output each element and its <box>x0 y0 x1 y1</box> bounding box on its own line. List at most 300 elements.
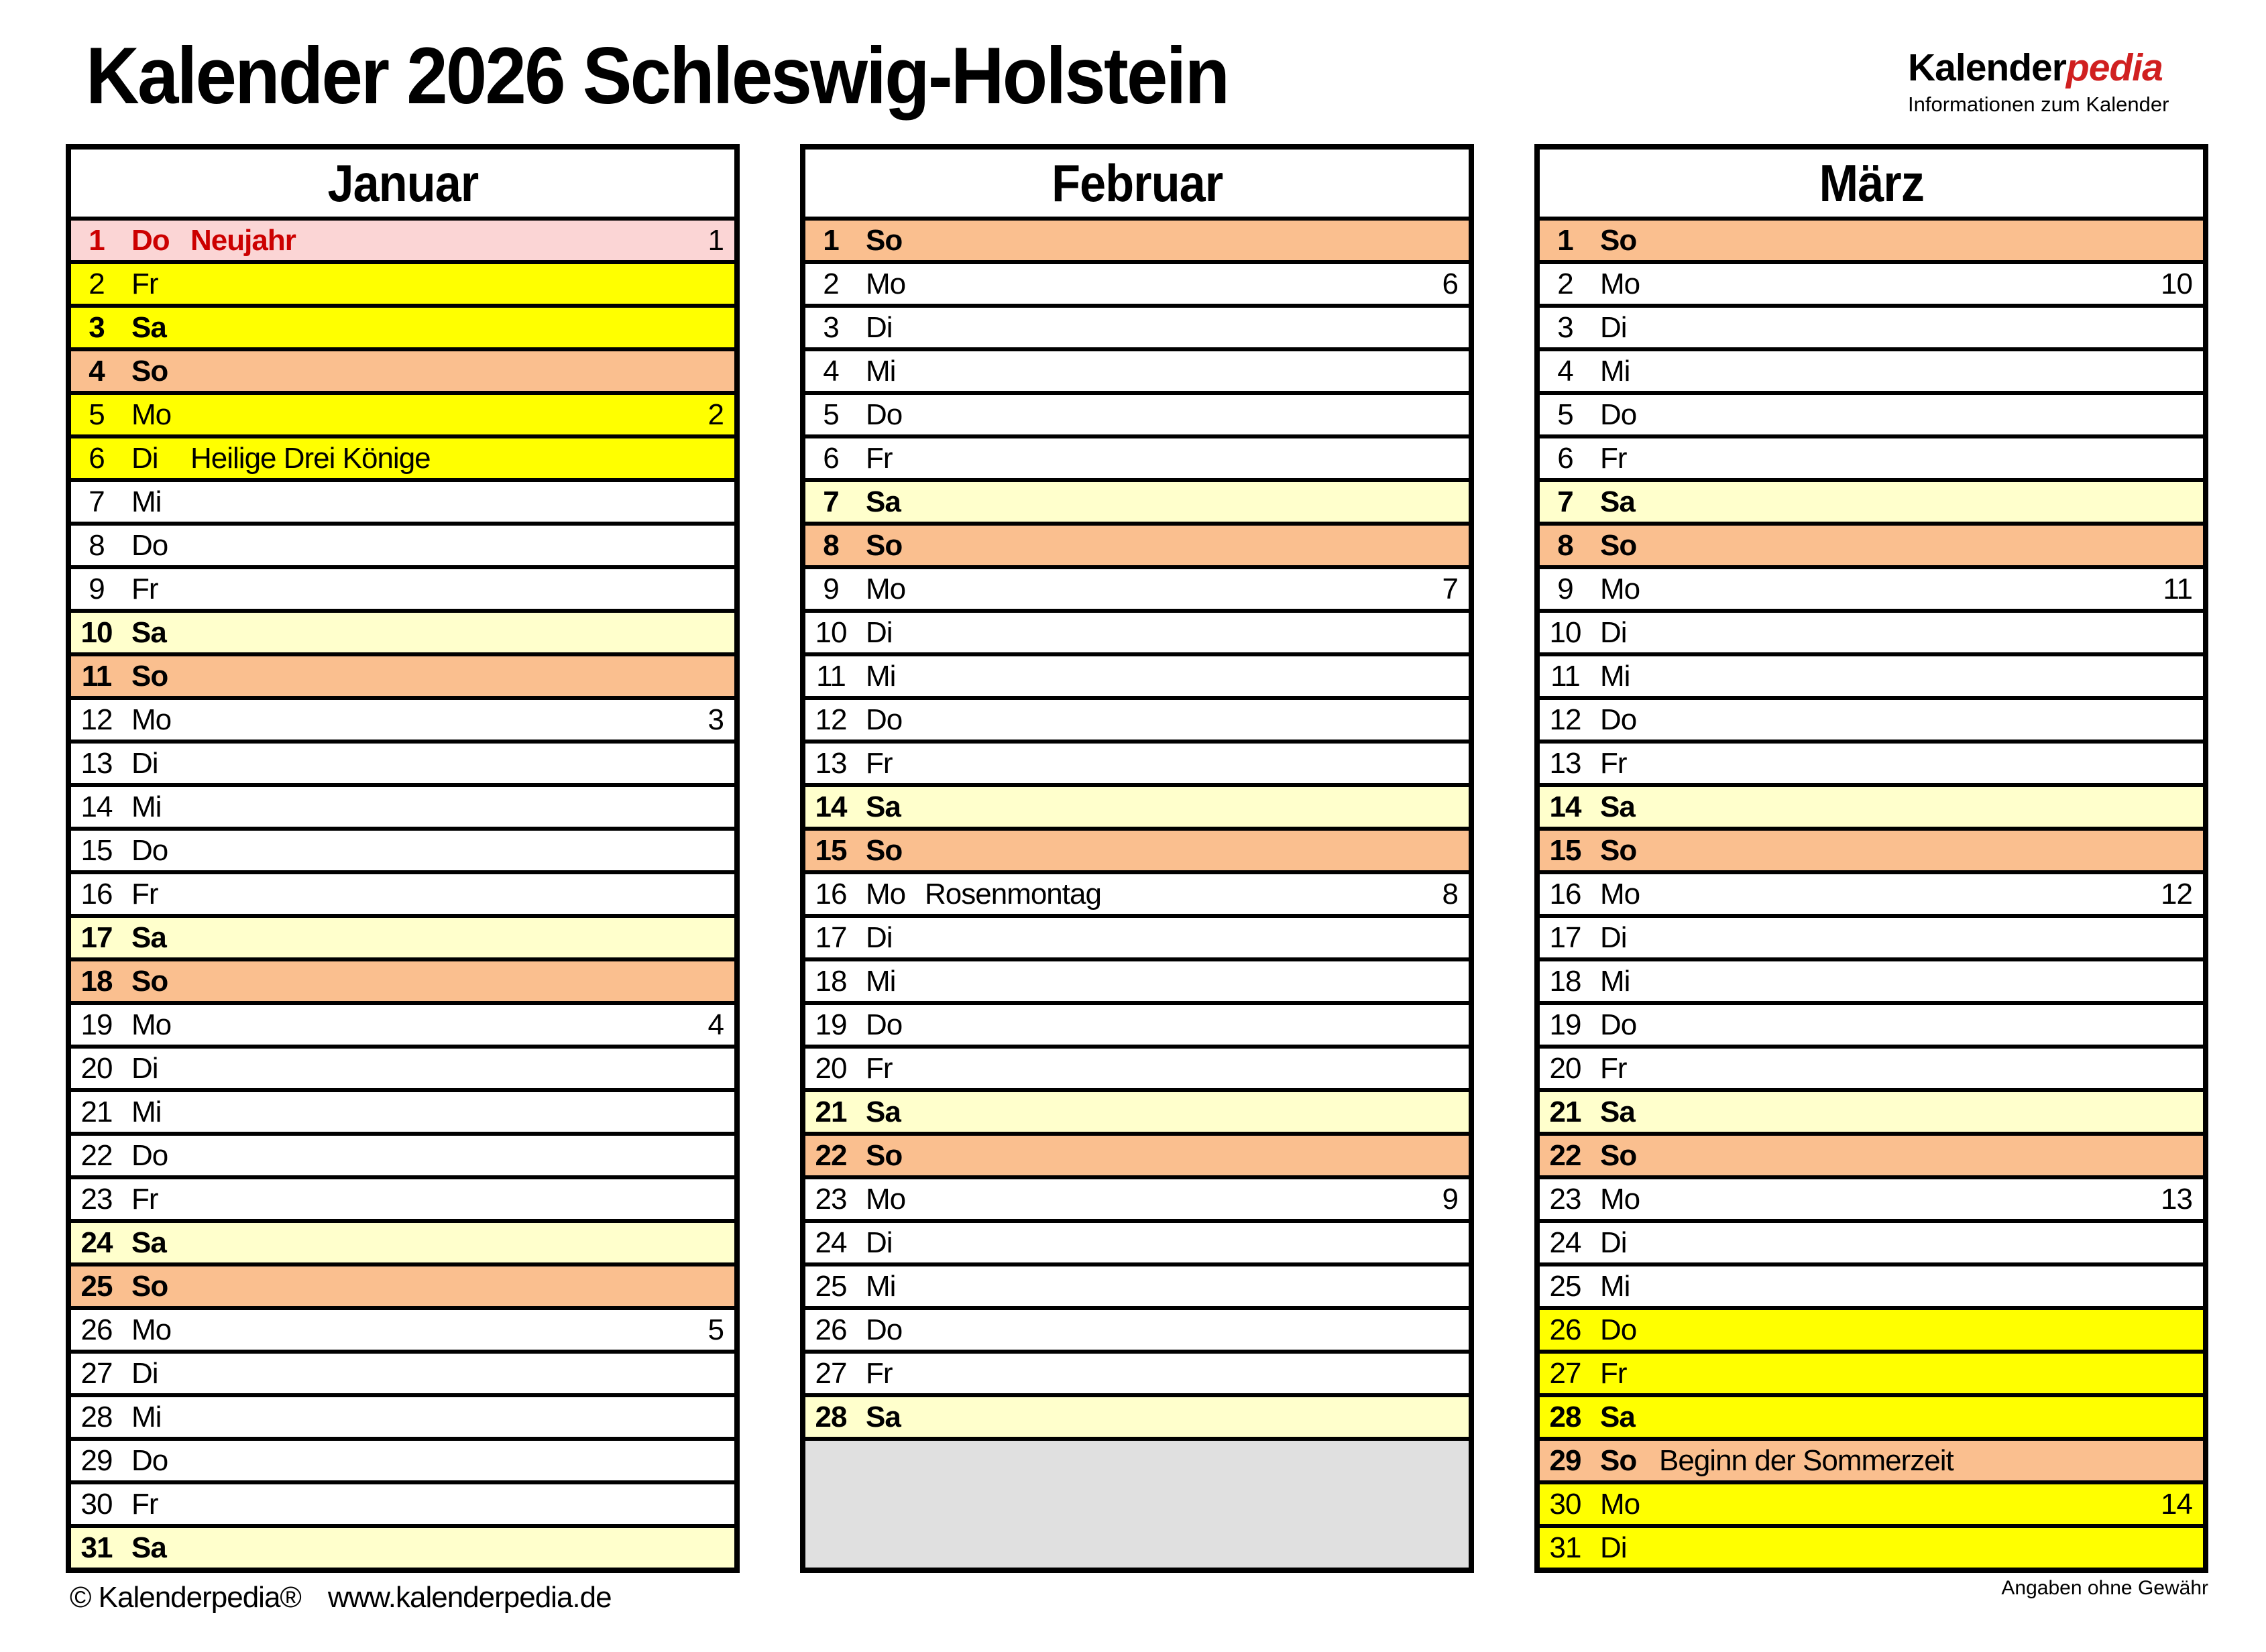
week-number: 1 <box>707 223 724 257</box>
day-number: 10 <box>1549 615 1581 649</box>
day-number: 10 <box>80 615 113 649</box>
weekday-label: Mo <box>1600 1182 1640 1216</box>
day-number: 25 <box>815 1269 847 1303</box>
day-number: 18 <box>815 964 847 998</box>
day-row-februar-14 <box>805 787 1469 831</box>
day-number: 27 <box>815 1356 847 1390</box>
week-number: 8 <box>1442 877 1458 910</box>
day-number: 19 <box>815 1008 847 1041</box>
day-row-februar-13 <box>805 744 1469 787</box>
day-number: 19 <box>80 1008 113 1041</box>
day-row-januar-15 <box>71 831 734 874</box>
day-number: 27 <box>1549 1356 1581 1390</box>
day-number: 21 <box>815 1095 847 1128</box>
weekday-label: Fr <box>866 1356 893 1390</box>
weekday-label: So <box>866 833 903 867</box>
day-row-januar-13 <box>71 744 734 787</box>
day-row-maerz-3 <box>1540 308 2203 351</box>
day-number: 9 <box>89 572 105 605</box>
day-number: 9 <box>823 572 839 605</box>
week-number: 4 <box>707 1008 724 1041</box>
day-number: 21 <box>80 1095 113 1128</box>
weekday-label: Do <box>1600 1008 1637 1041</box>
weekday-label: Di <box>131 1356 158 1390</box>
logo-wordmark <box>1908 46 2169 90</box>
weekday-label: So <box>131 659 168 693</box>
day-number: 6 <box>89 441 105 475</box>
week-number: 3 <box>707 703 724 736</box>
day-row-maerz-7 <box>1540 482 2203 526</box>
day-row-januar-25 <box>71 1266 734 1310</box>
day-row-maerz-10 <box>1540 613 2203 656</box>
weekday-label: Do <box>866 703 903 736</box>
day-number: 30 <box>1549 1487 1581 1521</box>
day-number: 11 <box>81 659 112 693</box>
day-number: 2 <box>89 267 105 300</box>
week-number: 7 <box>1442 572 1458 605</box>
weekday-label: Mi <box>1600 659 1630 693</box>
weekday-label: Mi <box>131 1400 162 1433</box>
day-number: 26 <box>80 1313 113 1346</box>
day-number: 14 <box>1549 790 1581 823</box>
week-number: 10 <box>2161 267 2192 300</box>
day-number: 15 <box>80 833 113 867</box>
weekday-label: Mi <box>131 1095 162 1128</box>
week-number: 6 <box>1442 267 1458 300</box>
day-number: 31 <box>80 1531 113 1564</box>
day-number: 17 <box>1549 921 1581 954</box>
day-number: 31 <box>1549 1531 1581 1564</box>
day-number: 18 <box>80 964 113 998</box>
weekday-label: Mo <box>1600 267 1640 300</box>
day-number: 13 <box>1549 746 1581 780</box>
weekday-label: Sa <box>866 1400 901 1433</box>
weekday-label: Fr <box>1600 1356 1627 1390</box>
weekday-label: Di <box>131 441 158 475</box>
day-number: 17 <box>80 921 113 954</box>
day-row-januar-14 <box>71 787 734 831</box>
weekday-label: So <box>131 1269 168 1303</box>
day-number: 18 <box>1549 964 1581 998</box>
day-row-februar-4 <box>805 351 1469 395</box>
weekday-label: Di <box>866 1226 893 1259</box>
day-number: 19 <box>1549 1008 1581 1041</box>
day-row-maerz-14 <box>1540 787 2203 831</box>
day-number: 30 <box>80 1487 113 1521</box>
weekday-label: Fr <box>1600 746 1627 780</box>
weekday-label: Do <box>1600 398 1637 431</box>
day-number: 20 <box>815 1051 847 1085</box>
week-number: 11 <box>2163 572 2192 605</box>
day-row-maerz-28 <box>1540 1397 2203 1441</box>
day-row-februar-1 <box>805 221 1469 264</box>
day-number: 7 <box>89 485 105 518</box>
month-februar <box>800 144 1474 1573</box>
day-number: 3 <box>823 310 839 344</box>
empty-days-block <box>805 1441 1469 1568</box>
day-number: 9 <box>1557 572 1573 605</box>
day-row-februar-25 <box>805 1266 1469 1310</box>
weekday-label: Mo <box>866 572 906 605</box>
day-row-februar-20 <box>805 1049 1469 1092</box>
day-row-februar-5 <box>805 395 1469 438</box>
day-row-januar-27 <box>71 1354 734 1397</box>
day-number: 1 <box>89 223 105 257</box>
weekday-label: Di <box>131 746 158 780</box>
logo-subtitle: Informationen zum Kalender <box>1908 93 2169 116</box>
weekday-label: Do <box>131 223 170 257</box>
day-row-februar-16 <box>805 874 1469 918</box>
day-row-maerz-6 <box>1540 438 2203 482</box>
weekday-label: So <box>1600 1443 1637 1477</box>
day-number: 17 <box>815 921 847 954</box>
footer-disclaimer: Angaben ohne Gewähr <box>2001 1577 2208 1599</box>
weekday-label: So <box>1600 528 1637 562</box>
weekday-label: Mi <box>1600 1269 1630 1303</box>
day-number: 23 <box>815 1182 847 1216</box>
day-number: 24 <box>1549 1226 1581 1259</box>
day-row-januar-17 <box>71 918 734 961</box>
day-row-maerz-9 <box>1540 569 2203 613</box>
weekday-label: Di <box>866 615 893 649</box>
week-number: 14 <box>2161 1487 2192 1521</box>
weekday-label: Do <box>866 398 903 431</box>
weekday-label: Mi <box>1600 964 1630 998</box>
day-row-januar-30 <box>71 1484 734 1528</box>
weekday-label: Fr <box>866 1051 893 1085</box>
day-row-januar-6 <box>71 438 734 482</box>
weekday-label: Do <box>131 1443 168 1477</box>
weekday-label: So <box>866 223 903 257</box>
weekday-label: Fr <box>131 267 158 300</box>
weekday-label: Mo <box>1600 572 1640 605</box>
day-row-maerz-27 <box>1540 1354 2203 1397</box>
day-row-maerz-13 <box>1540 744 2203 787</box>
day-number: 2 <box>1557 267 1573 300</box>
day-row-januar-24 <box>71 1223 734 1266</box>
month-title-maerz: März <box>1540 150 2203 221</box>
day-row-maerz-16 <box>1540 874 2203 918</box>
day-row-januar-20 <box>71 1049 734 1092</box>
copyright-text: © Kalenderpedia® <box>70 1581 301 1614</box>
day-number: 7 <box>823 485 839 518</box>
day-number: 24 <box>815 1226 847 1259</box>
weekday-label: Mo <box>131 1008 172 1041</box>
day-row-februar-6 <box>805 438 1469 482</box>
day-row-maerz-18 <box>1540 961 2203 1005</box>
weekday-label: So <box>131 964 168 998</box>
day-number: 14 <box>815 790 847 823</box>
month-maerz <box>1534 144 2208 1573</box>
weekday-label: Mi <box>866 1269 896 1303</box>
weekday-label: Sa <box>131 1226 166 1259</box>
day-row-januar-21 <box>71 1092 734 1136</box>
weekday-label: So <box>1600 223 1637 257</box>
weekday-label: Sa <box>1600 485 1635 518</box>
day-row-februar-10 <box>805 613 1469 656</box>
weekday-label: Mo <box>866 877 906 910</box>
weekday-label: Di <box>866 310 893 344</box>
weekday-label: Do <box>131 833 168 867</box>
day-row-maerz-29 <box>1540 1441 2203 1484</box>
day-row-januar-18 <box>71 961 734 1005</box>
day-number: 5 <box>1557 398 1573 431</box>
week-number: 12 <box>2161 877 2192 910</box>
day-number: 11 <box>816 659 846 693</box>
day-number: 6 <box>823 441 839 475</box>
day-number: 16 <box>1549 877 1581 910</box>
day-number: 25 <box>80 1269 113 1303</box>
weekday-label: Do <box>866 1008 903 1041</box>
weekday-label: Fr <box>1600 441 1627 475</box>
month-title-januar: Januar <box>71 150 734 221</box>
day-row-januar-8 <box>71 526 734 569</box>
day-number: 16 <box>80 877 113 910</box>
day-row-februar-12 <box>805 700 1469 744</box>
day-row-februar-24 <box>805 1223 1469 1266</box>
day-row-februar-22 <box>805 1136 1469 1179</box>
day-number: 25 <box>1549 1269 1581 1303</box>
weekday-label: Mo <box>1600 877 1640 910</box>
day-number: 5 <box>89 398 105 431</box>
day-row-februar-11 <box>805 656 1469 700</box>
weekday-label: Di <box>1600 1226 1627 1259</box>
website-url: www.kalenderpedia.de <box>327 1581 612 1614</box>
event-label: Beginn der Sommerzeit <box>1659 1443 1953 1477</box>
day-number: 4 <box>89 354 105 388</box>
weekday-label: Mo <box>1600 1487 1640 1521</box>
weekday-label: Sa <box>131 310 166 344</box>
day-number: 7 <box>1557 485 1573 518</box>
month-title-februar: Februar <box>805 150 1469 221</box>
day-number: 13 <box>80 746 113 780</box>
day-number: 5 <box>823 398 839 431</box>
day-number: 4 <box>1557 354 1573 388</box>
day-row-januar-26 <box>71 1310 734 1354</box>
weekday-label: Sa <box>866 485 901 518</box>
day-number: 22 <box>80 1138 113 1172</box>
day-number: 23 <box>80 1182 113 1216</box>
day-number: 22 <box>1549 1138 1581 1172</box>
weekday-label: Sa <box>131 615 166 649</box>
day-row-januar-10 <box>71 613 734 656</box>
day-number: 15 <box>1549 833 1581 867</box>
month-januar <box>66 144 740 1573</box>
day-row-januar-5 <box>71 395 734 438</box>
day-row-januar-4 <box>71 351 734 395</box>
weekday-label: So <box>131 354 168 388</box>
weekday-label: Di <box>1600 1531 1627 1564</box>
day-number: 12 <box>1549 703 1581 736</box>
footer-copyright <box>70 1581 612 1614</box>
weekday-label: Sa <box>1600 790 1635 823</box>
day-row-maerz-23 <box>1540 1179 2203 1223</box>
day-row-maerz-12 <box>1540 700 2203 744</box>
event-label: Rosenmontag <box>925 877 1101 910</box>
weekday-label: Do <box>131 1138 168 1172</box>
day-number: 26 <box>1549 1313 1581 1346</box>
weekday-label: Mi <box>1600 354 1630 388</box>
day-number: 29 <box>1549 1443 1581 1477</box>
day-row-februar-3 <box>805 308 1469 351</box>
day-number: 8 <box>89 528 105 562</box>
day-number: 23 <box>1549 1182 1581 1216</box>
day-row-maerz-8 <box>1540 526 2203 569</box>
weekday-label: Mo <box>866 1182 906 1216</box>
weekday-label: So <box>866 1138 903 1172</box>
day-number: 13 <box>815 746 847 780</box>
day-row-maerz-17 <box>1540 918 2203 961</box>
day-number: 29 <box>80 1443 113 1477</box>
weekday-label: Sa <box>866 790 901 823</box>
day-number: 12 <box>815 703 847 736</box>
weekday-label: So <box>866 528 903 562</box>
week-number: 9 <box>1442 1182 1458 1216</box>
weekday-label: Mo <box>131 703 172 736</box>
weekday-label: Do <box>1600 703 1637 736</box>
day-row-februar-18 <box>805 961 1469 1005</box>
weekday-label: Sa <box>866 1095 901 1128</box>
day-row-maerz-25 <box>1540 1266 2203 1310</box>
day-row-februar-7 <box>805 482 1469 526</box>
day-row-februar-23 <box>805 1179 1469 1223</box>
day-number: 28 <box>815 1400 847 1433</box>
weekday-label: Mi <box>131 790 162 823</box>
weekday-label: Fr <box>866 441 893 475</box>
weekday-label: Di <box>1600 921 1627 954</box>
weekday-label: Sa <box>131 1531 166 1564</box>
day-number: 27 <box>80 1356 113 1390</box>
day-number: 3 <box>89 310 105 344</box>
weekday-label: Fr <box>1600 1051 1627 1085</box>
week-number: 5 <box>707 1313 724 1346</box>
day-number: 1 <box>823 223 839 257</box>
weekday-label: Fr <box>131 1487 158 1521</box>
day-number: 3 <box>1557 310 1573 344</box>
weekday-label: Sa <box>1600 1095 1635 1128</box>
weekday-label: Do <box>866 1313 903 1346</box>
weekday-label: Mi <box>866 354 896 388</box>
day-row-januar-2 <box>71 264 734 308</box>
day-number: 11 <box>1550 659 1580 693</box>
day-number: 6 <box>1557 441 1573 475</box>
day-row-maerz-15 <box>1540 831 2203 874</box>
weekday-label: Sa <box>1600 1400 1635 1433</box>
day-row-februar-27 <box>805 1354 1469 1397</box>
day-row-januar-19 <box>71 1005 734 1049</box>
day-row-januar-11 <box>71 656 734 700</box>
weekday-label: Mo <box>131 398 172 431</box>
weekday-label: Di <box>1600 310 1627 344</box>
day-row-januar-3 <box>71 308 734 351</box>
day-row-januar-9 <box>71 569 734 613</box>
page-title: Kalender 2026 Schleswig-Holstein <box>86 31 1229 121</box>
day-number: 24 <box>80 1226 113 1259</box>
day-row-maerz-31 <box>1540 1528 2203 1568</box>
day-row-maerz-19 <box>1540 1005 2203 1049</box>
weekday-label: Mo <box>131 1313 172 1346</box>
weekday-label: So <box>1600 1138 1637 1172</box>
day-row-februar-17 <box>805 918 1469 961</box>
week-number: 2 <box>707 398 724 431</box>
day-number: 12 <box>80 703 113 736</box>
event-label: Heilige Drei Könige <box>190 441 431 475</box>
day-number: 28 <box>80 1400 113 1433</box>
event-label: Neujahr <box>190 223 296 257</box>
day-number: 10 <box>815 615 847 649</box>
day-row-maerz-20 <box>1540 1049 2203 1092</box>
weekday-label: Sa <box>131 921 166 954</box>
day-number: 26 <box>815 1313 847 1346</box>
day-row-maerz-22 <box>1540 1136 2203 1179</box>
week-number: 13 <box>2161 1182 2192 1216</box>
day-row-januar-7 <box>71 482 734 526</box>
day-row-januar-28 <box>71 1397 734 1441</box>
day-row-januar-29 <box>71 1441 734 1484</box>
logo-text-red: pedia <box>2065 46 2163 89</box>
day-row-maerz-4 <box>1540 351 2203 395</box>
day-row-februar-15 <box>805 831 1469 874</box>
day-number: 14 <box>80 790 113 823</box>
logo-text-black: Kalender <box>1908 46 2066 89</box>
weekday-label: So <box>1600 833 1637 867</box>
weekday-label: Do <box>131 528 168 562</box>
day-number: 4 <box>823 354 839 388</box>
kalenderpedia-logo <box>1908 46 2169 117</box>
day-number: 22 <box>815 1138 847 1172</box>
day-number: 8 <box>1557 528 1573 562</box>
day-row-februar-26 <box>805 1310 1469 1354</box>
day-number: 16 <box>815 877 847 910</box>
weekday-label: Mo <box>866 267 906 300</box>
day-row-maerz-21 <box>1540 1092 2203 1136</box>
day-row-januar-16 <box>71 874 734 918</box>
day-row-februar-2 <box>805 264 1469 308</box>
day-number: 21 <box>1549 1095 1581 1128</box>
day-row-januar-1 <box>71 221 734 264</box>
weekday-label: Di <box>131 1051 158 1085</box>
day-row-januar-31 <box>71 1528 734 1568</box>
weekday-label: Fr <box>131 572 158 605</box>
weekday-label: Fr <box>866 746 893 780</box>
day-number: 20 <box>80 1051 113 1085</box>
weekday-label: Mi <box>866 659 896 693</box>
day-row-maerz-1 <box>1540 221 2203 264</box>
weekday-label: Mi <box>131 485 162 518</box>
day-row-januar-23 <box>71 1179 734 1223</box>
day-row-januar-12 <box>71 700 734 744</box>
day-number: 28 <box>1549 1400 1581 1433</box>
day-row-maerz-30 <box>1540 1484 2203 1528</box>
weekday-label: Di <box>866 921 893 954</box>
weekday-label: Fr <box>131 877 158 910</box>
day-number: 20 <box>1549 1051 1581 1085</box>
day-row-februar-8 <box>805 526 1469 569</box>
day-row-maerz-5 <box>1540 395 2203 438</box>
day-row-maerz-26 <box>1540 1310 2203 1354</box>
day-number: 15 <box>815 833 847 867</box>
weekday-label: Fr <box>131 1182 158 1216</box>
weekday-label: Mi <box>866 964 896 998</box>
weekday-label: Do <box>1600 1313 1637 1346</box>
day-row-februar-21 <box>805 1092 1469 1136</box>
day-row-februar-9 <box>805 569 1469 613</box>
day-number: 8 <box>823 528 839 562</box>
day-number: 1 <box>1557 223 1573 257</box>
day-row-februar-19 <box>805 1005 1469 1049</box>
day-row-maerz-24 <box>1540 1223 2203 1266</box>
day-row-februar-28 <box>805 1397 1469 1441</box>
